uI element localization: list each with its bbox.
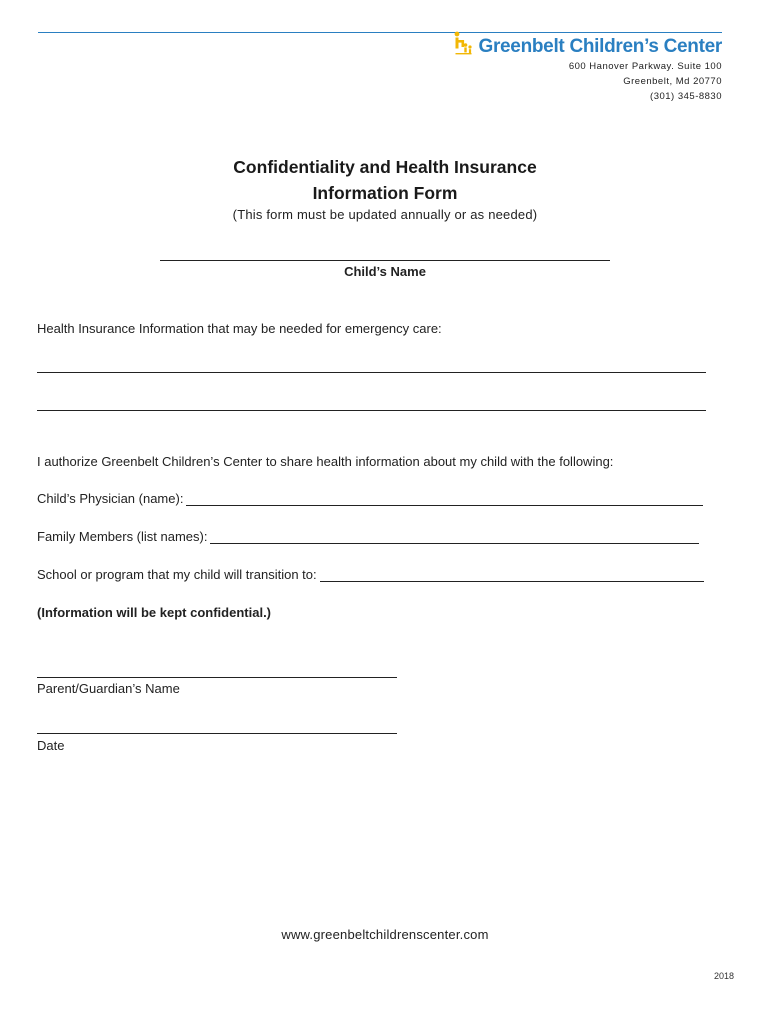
address-line-1: 600 Hanover Parkway. Suite 100 — [568, 61, 722, 72]
authorize-text: I authorize Greenbelt Children’s Center to share health information about my child with the following: — [37, 454, 614, 469]
school-row — [37, 567, 704, 582]
insurance-field-2[interactable] — [37, 410, 706, 411]
child-name-label: Child’s Name — [344, 264, 426, 279]
child-name-field[interactable] — [160, 260, 610, 261]
insurance-prompt: Health Insurance Information that may be needed for emergency care: — [37, 321, 442, 336]
date-field[interactable] — [37, 733, 397, 734]
insurance-field-1[interactable] — [37, 372, 706, 373]
family-members-field[interactable] — [210, 531, 699, 544]
form-year: 2018 — [713, 971, 734, 981]
physician-row — [37, 491, 703, 506]
guardian-name-field[interactable] — [37, 677, 397, 678]
logo-text: Greenbelt Children’s Center — [478, 35, 722, 57]
school-label: School or program that my child will transition to: — [37, 567, 317, 582]
date-label: Date — [37, 738, 65, 753]
children-logo-icon — [453, 31, 473, 62]
website-url: www.greenbeltchildrenscenter.com — [281, 927, 489, 942]
form-title-line-1: Confidentiality and Health Insurance — [233, 157, 537, 177]
family-row — [37, 529, 699, 544]
confidential-note: (Information will be kept confidential.) — [37, 605, 272, 620]
address-line-2: Greenbelt, Md 20770 — [623, 76, 722, 87]
physician-field[interactable] — [186, 493, 703, 506]
family-members-label: Family Members (list names): — [37, 529, 208, 544]
logo — [453, 31, 722, 62]
form-title-line-2: Information Form — [312, 183, 458, 203]
guardian-name-label: Parent/Guardian’s Name — [37, 681, 180, 696]
phone-number: (301) 345-8830 — [650, 91, 722, 102]
school-field[interactable] — [320, 569, 704, 582]
form-subtitle: (This form must be updated annually or as needed) — [232, 207, 538, 222]
physician-label: Child’s Physician (name): — [37, 491, 184, 506]
